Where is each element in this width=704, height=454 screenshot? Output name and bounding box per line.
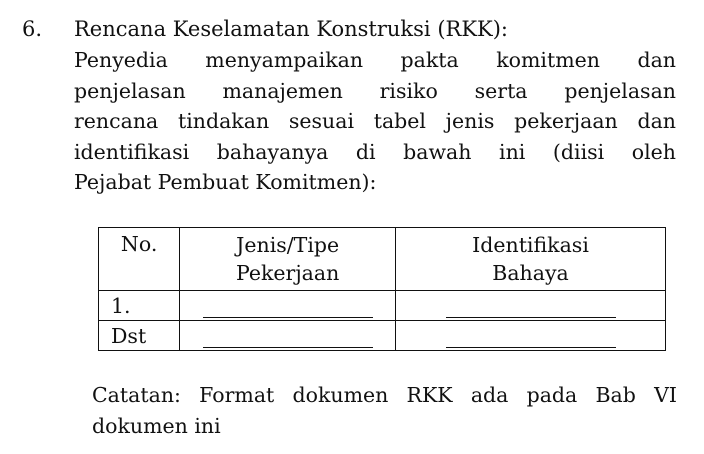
header-jenis-line1: Jenis/Tipe	[236, 233, 340, 257]
header-identifikasi-line1: Identifikasi	[472, 233, 589, 257]
paragraph-line: penjelasan manajemen risiko serta penjelasan	[74, 78, 676, 103]
blank-field-bahaya	[396, 321, 666, 351]
header-identifikasi-line2: Bahaya	[492, 261, 569, 285]
header-no: No.	[99, 228, 180, 291]
paragraph-line: identifikasi bahayanya di bawah ini (diisi oleh	[74, 139, 676, 164]
fill-in-line	[203, 325, 373, 348]
rkk-table	[98, 227, 666, 351]
table-header-row	[99, 228, 666, 291]
section-title: Rencana Keselamatan Konstruksi (RKK):	[74, 17, 508, 41]
header-jenis-line2: Pekerjaan	[235, 261, 340, 285]
fill-in-line	[446, 325, 616, 348]
row-number: Dst	[99, 321, 180, 351]
section-number: 6.	[22, 17, 43, 41]
note-line: dokumen ini	[92, 414, 221, 438]
note	[92, 380, 677, 442]
fill-in-line	[446, 295, 616, 318]
table-row	[99, 321, 666, 351]
paragraph-line: Pejabat Pembuat Komitmen):	[74, 170, 377, 194]
paragraph-line: rencana tindakan sesuai tabel jenis pekerjaan dan	[74, 109, 676, 133]
table-row	[99, 291, 666, 321]
header-identifikasi-bahaya	[396, 228, 666, 291]
section-paragraph	[74, 45, 676, 198]
blank-field-jenis	[180, 321, 396, 351]
paragraph-line: Penyedia menyampaikan pakta komitmen dan	[74, 48, 676, 72]
fill-in-line	[203, 295, 373, 318]
row-number: 1.	[99, 291, 180, 321]
header-jenis-pekerjaan	[180, 228, 396, 291]
note-line: Catatan: Format dokumen RKK ada pada Bab VI	[92, 383, 677, 407]
blank-field-jenis	[180, 291, 396, 321]
blank-field-bahaya	[396, 291, 666, 321]
